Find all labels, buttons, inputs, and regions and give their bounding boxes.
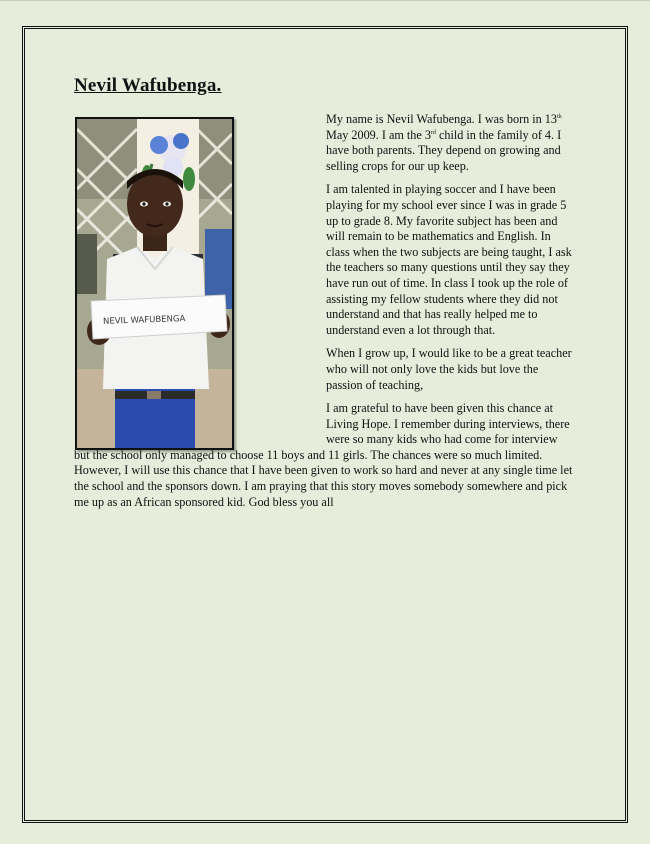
p1-part-a: My name is Nevil Wafubenga. I was born in 13 (326, 112, 557, 126)
paragraph-4: I am grateful to have been given this chance at Living Hope. I remember during interviews, there were so many kids who had come for interview but the school only managed to choose 11 boys and 11 girls. The chances were so much limited. However, I will use this chance that I have been given to work so hard and never at any single time let the school and the sponsors down. I am praying that this story moves somebody somewhere and pick me up as an African sponsored kid. God bless you all (74, 401, 573, 509)
story-body (74, 112, 574, 518)
photo-sign-text: NEVIL WAFUBENGA (102, 314, 186, 327)
p1-sup-b: rd (430, 129, 436, 136)
page-title: Nevil Wafubenga. (74, 75, 222, 96)
p1-sup-a: th (556, 114, 562, 120)
paragraph-3: When I grow up, I would like to be a great teacher who will not only love the kids but love the passion of teaching, (326, 346, 572, 392)
p1-part-b: May 2009. I am the 3 (326, 127, 431, 142)
top-edge-line (0, 0, 650, 1)
photo-wrap-spacer (74, 112, 326, 437)
p1-part-c: child in the family of 4. I have both parents. They depend on growing and selling crops for our up keep. (326, 127, 562, 173)
paragraph-2: I am talented in playing soccer and I have been playing for my school ever since I was in grade 5 up to grade 8. My favorite subject has been and will remain to be mathematics and English. In class when the two subjects are being taught, I ask the teachers so many questions until they say they have run out of time. In class I took up the role of assisting my fellow students where they did not understand and that has really helped me to understand even a lot through that. (326, 182, 572, 337)
